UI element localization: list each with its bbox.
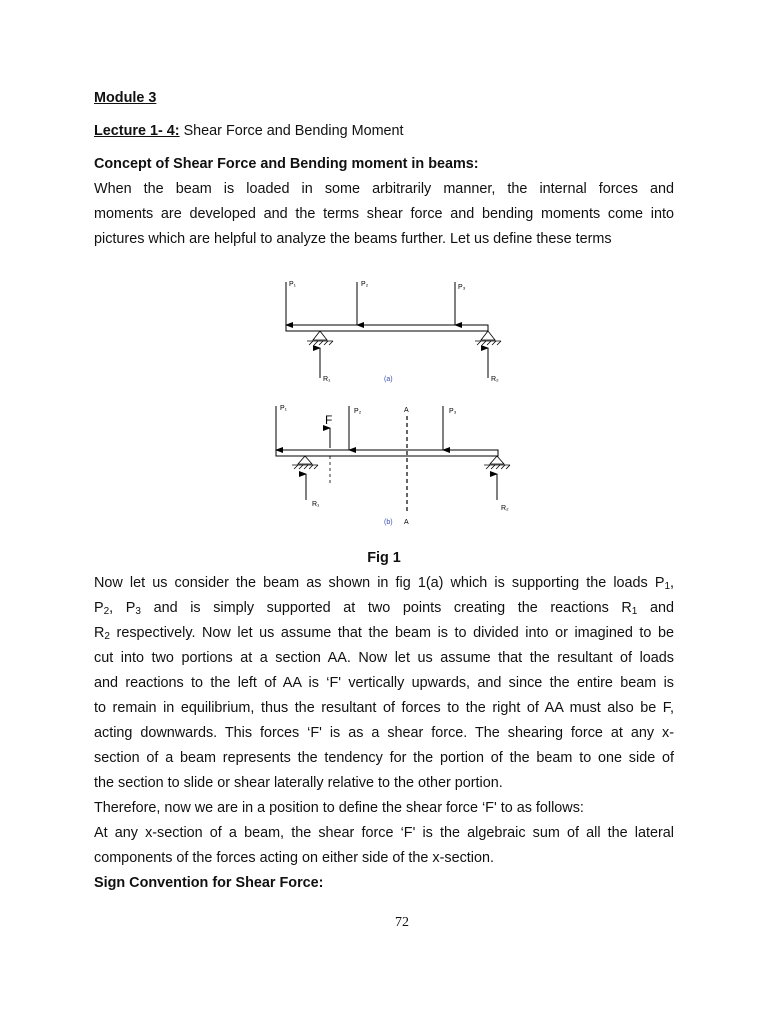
figure-b-tag: (b) [384,519,393,526]
text-run: Now let us consider the beam as shown in fig 1(a) which is supporting the loads P [94,575,665,591]
paragraph-line: to remain in equilibrium, thus the resultant of forces to the right of AA must also be F, [94,700,674,716]
definition-line: components of the forces acting on either side of the x-section. [94,850,494,866]
figure-b [276,405,510,526]
label-r1: R₁ [312,501,320,508]
text-run: and is simply supported at two points creating the reactions R [140,600,632,616]
label-r2: R₂ [491,376,499,383]
section-heading: Concept of Shear Force and Bending moment in beams: [94,156,479,172]
paragraph-line: Now let us consider the beam as shown in fig 1(a) which is supporting the loads $P_1$, [94,575,674,592]
label-p3: P₃ [449,408,457,415]
figure-a-tag: (a) [384,376,393,383]
label-r2: R₂ [501,505,509,512]
lecture-label: Lecture 1- 4: [94,123,180,139]
paragraph-line: acting downwards. This forces ‘F' is as a shear force. The shearing force at any x- [94,725,674,741]
paragraph-line: When the beam is loaded in some arbitrarily manner, the internal forces and [94,181,674,197]
pin-support-1 [307,331,333,345]
beam-figure [260,270,530,530]
text-run: P [94,600,104,616]
pin-support-1 [292,456,318,469]
paragraph-line: cut into two portions at a section AA. Now let us assume that the resultant of loads [94,650,674,666]
paragraph-line: pictures which are helpful to analyze the beams further. Let us define these terms [94,231,612,247]
text-run: R [94,625,105,641]
paragraph-line: section of a beam represents the tendency for the portion of the beam to one side of [94,750,674,766]
definition-line: At any x-section of a beam, the shear force ‘F' is the algebraic sum of all the lateral [94,825,674,841]
label-r1: R₁ [323,376,331,383]
label-f: F [325,413,333,427]
figure-caption: Fig 1 [367,550,401,566]
figure-a [286,281,501,383]
label-p1: P₁ [289,281,297,288]
text-run: respectively. Now let us assume that the beam is to divided into or imagined to be [109,625,674,641]
paragraph-line: moments are developed and the terms shear force and bending moments come into [94,206,674,222]
paragraph-line: $P_2$, $P_3$ and is simply supported at two points creating the reactions $R_1$ and [94,600,674,617]
sign-convention-heading: Sign Convention for Shear Force: [94,875,324,891]
paragraph-line: and reactions to the left of AA is ‘F' vertically upwards, and since the entire beam is [94,675,674,691]
beam-b [276,450,498,456]
pin-support-2 [475,331,501,345]
page-number: 72 [395,915,409,930]
label-p1: P₁ [280,405,288,412]
lecture-heading [94,119,674,144]
text-run: , P [109,600,136,616]
beam-a [286,325,488,331]
module-heading: Module 3 [94,90,157,106]
text-run: and [637,600,674,616]
paragraph-line: $R_2$ respectively. Now let us assume that the beam is to divided into or imagined to be [94,625,674,642]
label-p2: P₂ [361,281,369,288]
label-a-top: A [404,407,409,414]
lecture-title: Shear Force and Bending Moment [179,123,404,139]
label-a-bottom: A [404,519,409,526]
pin-support-2 [484,456,510,469]
paragraph-line: Therefore, now we are in a position to define the shear force ‘F' to as follows: [94,800,584,816]
paragraph-line: the section to slide or shear laterally relative to the other portion. [94,775,503,791]
label-p3: P₃ [458,284,466,291]
label-p2: P₂ [354,408,362,415]
